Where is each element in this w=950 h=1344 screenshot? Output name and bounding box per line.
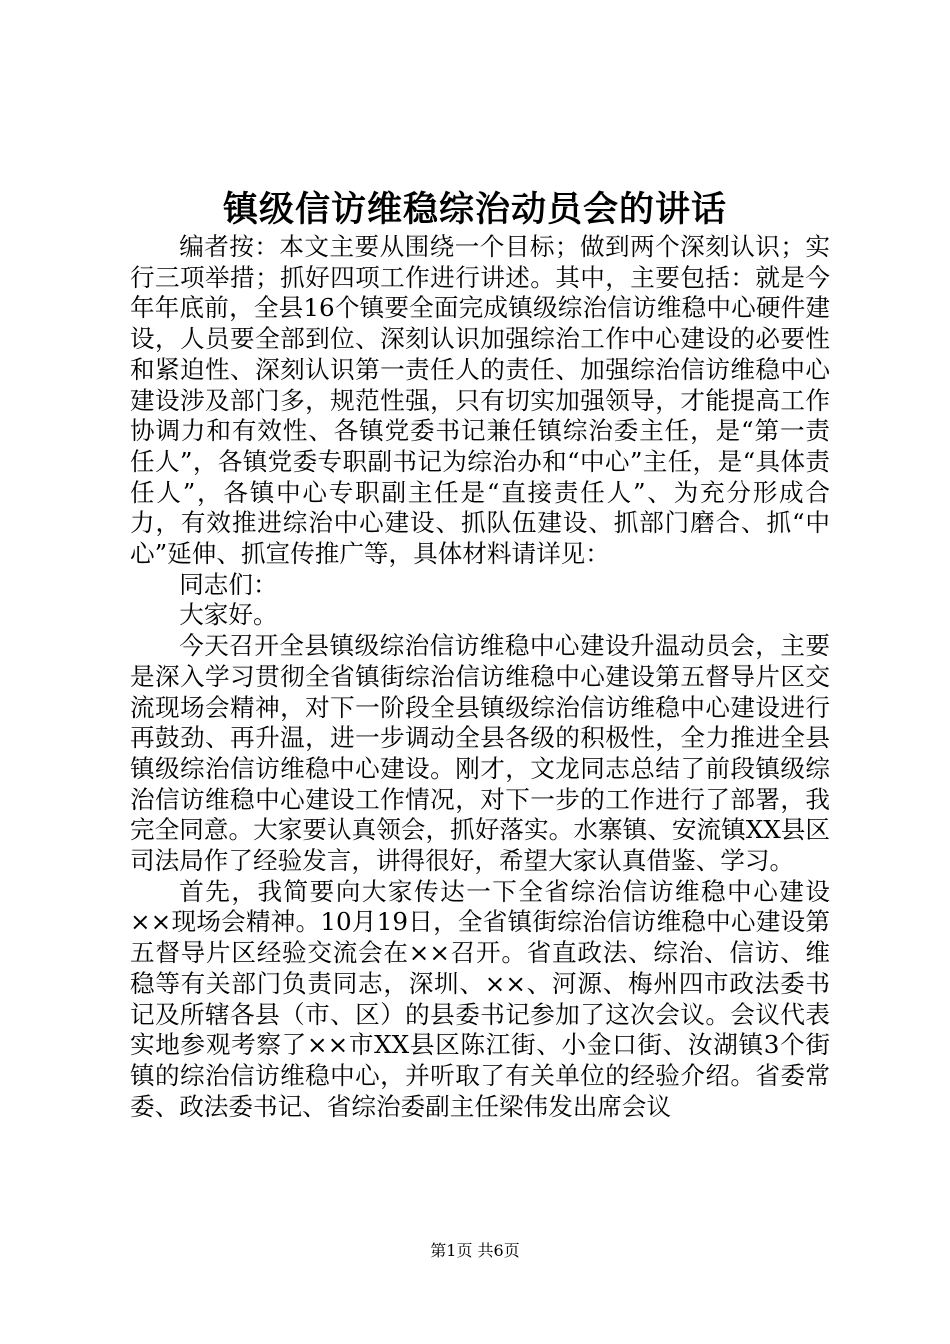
document-body: [130, 232, 830, 1122]
paragraph-intro: 今天召开全县镇级综治信访维稳中心建设升温动员会，主要是深入学习贯彻全省镇街综治信访维稳中心建设第五督导片区交流现场会精神，对下一阶段全县镇级综治信访维稳中心建设进行再鼓劲、再升温，进一步调动全县各级的积极性，全力推进全县镇级综治信访维稳中心建设。刚才，文龙同志总结了前段镇级综治信访维稳中心建设工作情况，对下一步的工作进行了部署，我完全同意。大家要认真领会，抓好落实。水寨镇、安流镇XX县区司法局作了经验发言，讲得很好，希望大家认真借鉴、学习。: [130, 631, 830, 876]
paragraph-first-point: 首先，我简要向大家传达一下全省综治信访维稳中心建设××现场会精神。10月19日，全省镇街综治信访维稳中心建设第五督导片区经验交流会在××召开。省直政法、综治、信访、维稳等有关部门负责同志，深圳、××、河源、梅州四市政法委书记及所辖各县（市、区）的县委书记参加了这次会议。会议代表实地参观考察了××市XX县区陈江街、小金口街、汝湖镇3个街镇的综治信访维稳中心，并听取了有关单位的经验介绍。省委常委、政法委书记、省综治委副主任梁伟发出席会议: [130, 876, 830, 1121]
paragraph-greeting: 大家好。: [179, 600, 278, 630]
paragraph-salutation: 同志们：: [179, 569, 278, 599]
page-footer: 第1页 共6页: [430, 1241, 520, 1260]
document-title: 镇级信访维稳综治动员会的讲话: [222, 189, 727, 230]
paragraph-editor-note: 编者按：本文主要从围绕一个目标；做到两个深刻认识；实行三项举措；抓好四项工作进行讲述。其中，主要包括：就是今年年底前，全县16个镇要全面完成镇级综治信访维稳中心硬件建设，人员要全部到位、深刻认识加强综治工作中心建设的必要性和紧迫性、深刻认识第一责任人的责任、加强综治信访维稳中心建设涉及部门多，规范性强，只有切实加强领导，才能提高工作协调力和有效性、各镇党委书记兼任镇综治委主任，是“第一责任人”，各镇党委专职副书记为综治办和“中心”主任，是“具体责任人”，各镇中心专职副主任是“直接责任人”、为充分形成合力，有效推进综治中心建设、抓队伍建设、抓部门磨合、抓“中心”延伸、抓宣传推广等，具体材料请详见：: [130, 232, 830, 569]
